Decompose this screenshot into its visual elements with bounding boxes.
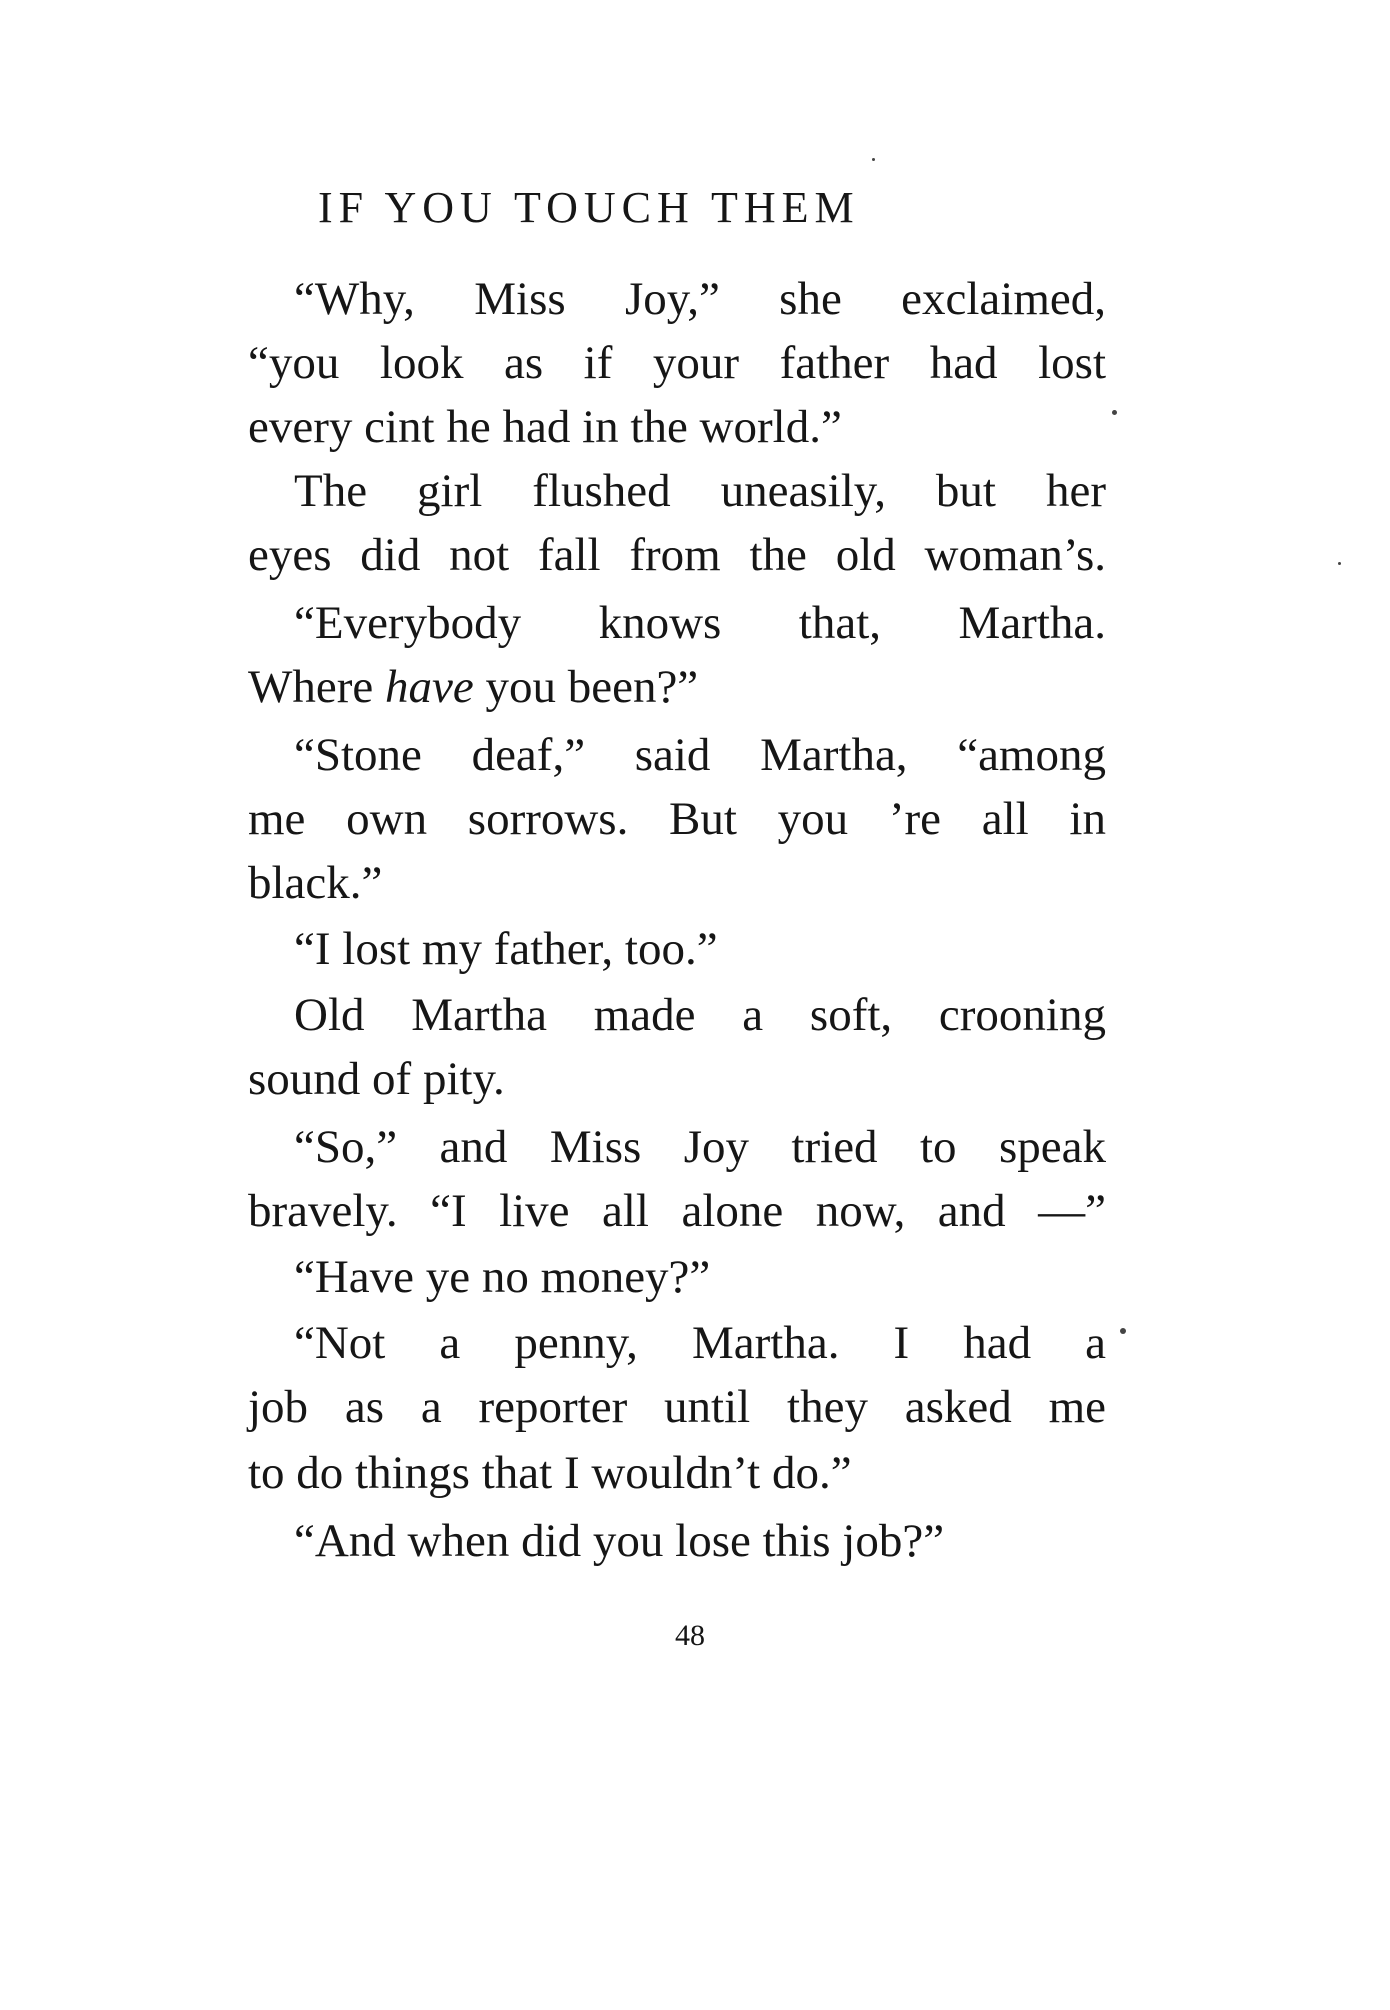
text-line: “So,” and Miss Joy tried to speak [294, 1121, 1106, 1173]
text-line: bravely. “I live all alone now, and —” [248, 1185, 1106, 1237]
text-line: job as a reporter until they asked me [248, 1381, 1106, 1433]
text-line: every cint he had in the world.” [248, 401, 842, 453]
text-line: “you look as if your father had lost [248, 337, 1106, 389]
scan-speck [1112, 410, 1117, 415]
text-line: black.” [248, 857, 383, 909]
scan-speck [1120, 1328, 1126, 1334]
text-line: “Everybody knows that, Martha. [294, 597, 1106, 649]
scan-speck [1338, 562, 1341, 565]
text-line: to do things that I wouldn’t do.” [248, 1447, 852, 1499]
running-head: IF YOU TOUCH THEM [318, 183, 860, 232]
text-line: “Have ye no money?” [294, 1251, 711, 1303]
text-line: “And when did you lose this job?” [294, 1515, 945, 1567]
text-line: “Stone deaf,” said Martha, “among [294, 729, 1106, 781]
italic-word: have [384, 661, 474, 713]
page-number: 48 [675, 1619, 705, 1652]
text-line: The girl flushed uneasily, but her [294, 465, 1106, 517]
text-span: you been?” [473, 661, 699, 713]
text-line: “I lost my father, too.” [294, 923, 718, 975]
text-line [248, 654, 1106, 720]
text-line: sound of pity. [248, 1053, 505, 1105]
text-line: eyes did not fall from the old woman’s. [248, 529, 1106, 581]
text-line: me own sorrows. But you ’re all in [248, 793, 1106, 845]
text-line: Old Martha made a soft, crooning [294, 989, 1106, 1041]
text-span: Where [248, 661, 385, 713]
text-line: “Not a penny, Martha. I had a [294, 1317, 1106, 1369]
text-line: “Why, Miss Joy,” she exclaimed, [294, 273, 1106, 325]
scan-speck [872, 158, 875, 161]
